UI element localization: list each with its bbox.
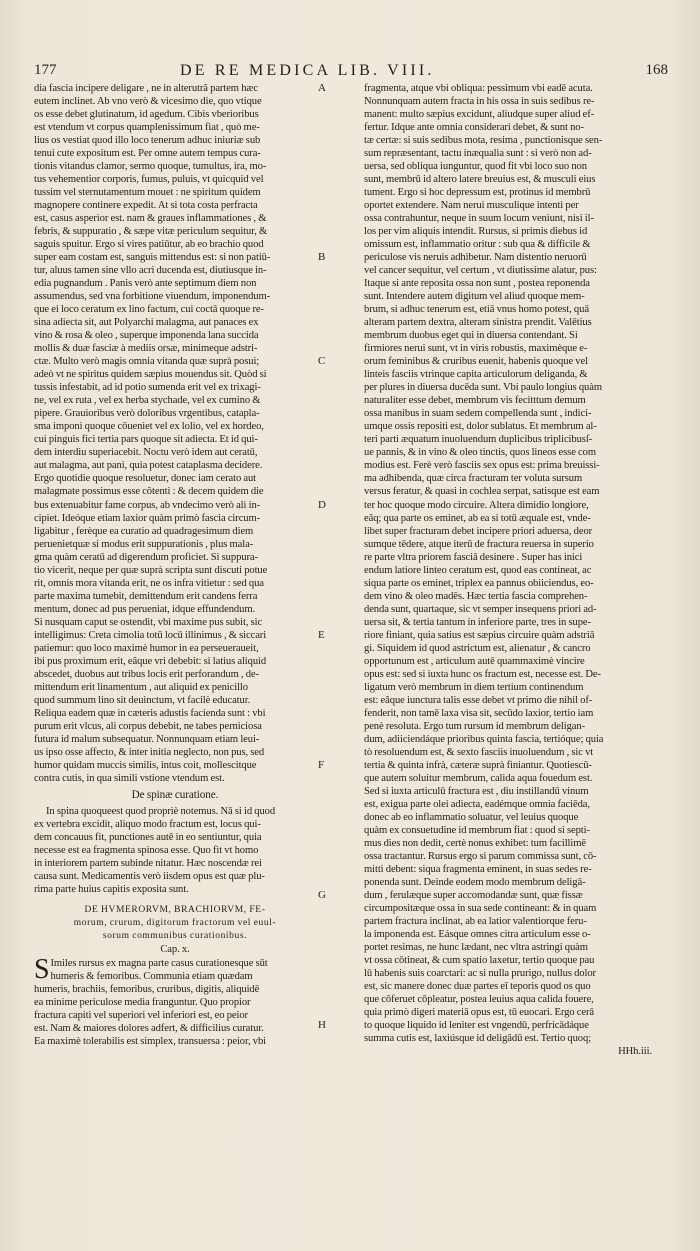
text-line: orum feminibus & cruribus euenit, habenis quoque vel	[364, 356, 588, 368]
text-line: denda sunt, quartaque, sic vt semper insequens priori ad-	[364, 603, 597, 615]
text-line: tionis vitandus clamor, sermo quoque, tumultus, ira, mo-	[34, 161, 267, 173]
text-line: penè resoluta. Ergo tum rursum id membrum deligan-	[364, 720, 586, 732]
text-line: gi. Siquidem id quod astrictum est, alienatur , & cancro	[364, 642, 591, 654]
text-line: pipere. Grauioribus verò doloribus vrgentibus, catapla-	[34, 408, 260, 420]
text-line: eutem inclinet. Ab vno verò & vicesimo die, quo vtique	[34, 96, 262, 108]
text-line: ue pannis, & in vino & oleo tinctis, quos lineos esse com	[364, 447, 596, 459]
text-line: fenderit, non tamē laxa visa sit, secūdo laxior, tertio iam	[364, 707, 594, 719]
text-line: portet resimas, ne hunc lædant, nec vltra astringi quàm	[364, 942, 588, 954]
text-line: umque ossis repositi est, dolor sublatus. Et membrum al-	[364, 421, 597, 433]
text-line: circumpositæque ossa in sua sede contineant: & in quam	[364, 902, 597, 914]
text-line: assumendus, sed vna forbitione viuendum, imponendum-	[34, 291, 271, 303]
text-line: ter hoc quoque modo circuire. Altera dimidio longiore,	[364, 499, 589, 511]
text-line: rima parte huius capitis exposita sunt.	[34, 883, 189, 895]
paragraph-fracture-ribs	[34, 82, 316, 785]
text-line: Sed si iuxta articulū fractura est , diu instillandū vinum	[364, 785, 589, 797]
drop-capital: S	[34, 953, 50, 985]
text-line: versus feratur, & quasi in cochlea serpat, satisque est eam	[364, 486, 600, 498]
text-line: est, sic manere donec duæ partes eī teporis quod os quo	[364, 981, 591, 993]
text-line: eâq; qua parte os eminet, ab ea si totū æquale est, vnde-	[364, 512, 591, 524]
text-line: contra cutis, in qua simili vstione vtendum est.	[34, 772, 225, 784]
section-heading-spine: De spinæ curatione.	[131, 788, 219, 801]
text-line: purum erit vlcus, ali corpus debebit, ne tabes perniciosa	[34, 720, 262, 732]
text-line: sumque tēdere, atque iterū de fractura reuersa in superio	[364, 538, 594, 550]
text-line: est, exigua parte olei adiecta, eadémque omnia faciēda,	[364, 798, 590, 810]
text-line: ne, vel ex ruta , vel ex herba stychade, vel ex cumino &	[34, 395, 261, 407]
text-line: tio vicerit, neque per quæ suprà scripta sunt discuti potue	[34, 564, 268, 576]
text-line: tur, aluus tamen sine vllo acri ducenda est, diutiusque in-	[34, 265, 267, 277]
text-line: peruenietquæ si modus erit suppurationis , plus mala-	[34, 538, 254, 550]
text-line: tæ certæ: si suis sedibus mota, resima , punctionisque sen-	[364, 135, 603, 147]
text-line: morum, crurum, digitorum fractorum vel euul-	[73, 917, 277, 928]
text-line: que autem soluitur membrum, calida aqua fouedum est.	[364, 772, 593, 784]
text-line: tenui cute expositum est. Per omne autem tempus cura-	[34, 148, 261, 160]
text-line: ligatum verò membrum in diem tertium continendum	[364, 681, 584, 693]
text-line: sorum communibus curationibus.	[102, 930, 248, 941]
text-line: dum, adiiciendáque prioribus quinta fascia, tertióque; quia	[364, 733, 604, 745]
text-line: futura id malum subsequatur. Nonnunquam etiam leui-	[34, 733, 260, 745]
running-title: DE RE MEDICA LIB. VIII.	[180, 62, 435, 79]
text-line: quàm ex consuetudine id membrum fiat : quod si septi-	[364, 824, 590, 836]
text-line: summa cutis est, laxiúsque id deligādū est. Tertio quoq;	[364, 1033, 592, 1045]
text-line: dia fascia incipere deligare , ne in alterutrã partem hæc	[34, 83, 258, 94]
text-line: ctæ. Multo verò magis omnia vitanda quæ suprà posui;	[34, 356, 260, 368]
text-line: teri parti æquatum inuoluendum duplicibus triplicibusſ-	[364, 434, 593, 446]
margin-letter: B	[318, 251, 326, 264]
text-line: lius os vestiat quod illo loco tenerum adhuc iniuriæ sub	[34, 135, 261, 147]
text-line: endum latiore linteo ceratum est, quod eas contineat, ac	[364, 564, 592, 576]
text-line: intelligimus: Creta cimolia totū locū illinimus , & siccari	[34, 629, 267, 641]
text-line: bus extenuabitur fame corpus, ab vndecimo verò ali in-	[34, 499, 261, 511]
text-line: quod summum lino sit deuinctum, vt facilè educatur.	[34, 694, 251, 706]
text-line: ponenda sunt. Deinde eodem modo membrum deligā-	[364, 876, 586, 888]
right-folio-number: 168	[645, 62, 668, 78]
text-line: uersa, sed obliqua iunguntur, quod fit vbi loco suo non	[364, 161, 587, 173]
text-line: dem vino & oleo madēs. Hæc tertia fascia comprehen-	[364, 590, 588, 602]
text-line: la imponenda est. Eásque omnes citra articulum esse o-	[364, 929, 591, 941]
text-line: Ea maximè tolerabilis est simplex, transuersa : peior, vbi	[34, 1036, 267, 1048]
text-line: sum repræsentant, tactu inæqualia sunt : si verò non ad-	[364, 148, 592, 160]
text-line: cipiet. Ideóque etiam laxior quàm primò fascia circum-	[34, 512, 261, 524]
text-line: dem concauus fit, punctiones autē in eo sentiuntur, quia	[34, 831, 262, 843]
text-line: malagmate possimus esse côtenti : & decem quidem die	[34, 486, 264, 498]
text-line: ossa contrahuntur, neque in suum locum veniunt, nisi il-	[364, 213, 594, 225]
text-line: ossa tractantur. Rursus ergo si parum commissa sunt, cō-	[364, 850, 597, 862]
text-line: dem interdiu superiacebit. Noctu verò idem aut ceratū,	[34, 447, 258, 459]
paragraph-fractures	[34, 983, 316, 1048]
text-line: ossa manibus in suam sedem compellenda sunt , indici-	[364, 408, 592, 420]
text-line: mittendum erit linamentum , aut aliquid ex penicillo	[34, 681, 248, 693]
margin-letter: E	[318, 628, 325, 641]
text-line: fragmenta, atque vbi obliqua: pessimum vbi eadē acuta.	[364, 83, 593, 94]
chapter-caption	[34, 904, 316, 943]
paragraph-fractures-opening	[34, 953, 316, 985]
text-line: Reliqua eadem quæ in cæteris adustis facienda sunt : vbi	[34, 707, 266, 719]
margin-letter: H	[318, 1019, 326, 1032]
text-line: abscedet, duobus aut tribus locis erit perforandum , de-	[34, 668, 259, 680]
text-line: periculose vis neruis adhibetur. Nam distentio neruorū	[364, 252, 587, 264]
text-line: humor quidam muccis similis, intus coit, mollescitque	[34, 759, 257, 771]
text-line: donec ab eo inflammatio soluatur, vel leuius quoque	[364, 811, 579, 823]
margin-letter: C	[318, 355, 326, 368]
left-text-column	[34, 82, 316, 1048]
text-line: opus est: sed si iuxta hunc os fractum est, necesse est. De-	[364, 668, 601, 680]
text-line: ea minime periculose media franguntur. Quo propior	[34, 997, 251, 1008]
text-line: patiemur: quo loco maximè humor in ea perseueraueit,	[34, 642, 259, 654]
text-line: to quoque liquido id leniter est vngendū, perfricādáque	[364, 1020, 589, 1032]
text-line: febris, & suppuratio , & sæpe vitæ periculum sequitur, &	[34, 226, 268, 238]
text-line: re parte vltra priorem fasciā desinere . Super has inici	[364, 551, 583, 563]
text-line: in interiorem partem subinde nitatur. Hæc noscendæ rei	[34, 857, 262, 869]
text-line: saguis spuitur. Ergo si vires patiūtur, ab eo brachio quod	[34, 239, 264, 251]
margin-letter: A	[318, 82, 326, 94]
text-line: aut malagma, aut pani, quia potest cataplasma decidere.	[34, 460, 263, 472]
paragraph-fracture-treatment	[364, 82, 656, 1045]
text-line: linteis fasciis vtrinque capita articulorum deliganda, &	[364, 369, 588, 381]
text-line: ibi pus proximum erit, eâque vri debebit: si latius aliquid	[34, 655, 267, 667]
margin-letter: G	[318, 889, 326, 902]
text-line: mollis & duæ fasciæ à mediis orsæ, minimeque adstri-	[34, 343, 258, 355]
text-line: DE HVMERORVM, BRACHIORVM, FE-	[84, 904, 266, 915]
text-line: que cōferuet cōpleatur, postea leuius aqua calida fouere,	[364, 994, 594, 1006]
text-line: Nonnunquam autem fracta in his ossa in suis sedibus re-	[364, 96, 595, 108]
text-line: ex vertebra excidit, aliquo modo fractum est, locus qui-	[34, 818, 261, 830]
text-line: sunt. Intendere autem digitum vel aliud quoque mem-	[364, 291, 585, 303]
text-line: vino & rosa & oleo , superque imponenda lana succida	[34, 330, 259, 342]
text-line: brum, si adhuc tenerum est, etiā vnus homo potest, quā	[364, 304, 589, 316]
text-line: ligabitur , ferèque ea curatio ad quadragesimum diem	[34, 525, 254, 537]
text-line: magnopere continere expedit. At si tota costa perfracta	[34, 200, 258, 212]
text-line: oportet extendere. Nam nerui musculique intenti per	[364, 200, 579, 212]
right-text-column	[364, 82, 656, 1058]
text-line: gma quàm ceratū ad digerendum proficiet. Si suppura-	[34, 551, 258, 563]
text-line: riore finiant, quia satius est sæpius circuire quàm adstriā	[364, 629, 595, 641]
text-line: tò resoluendum est, & sexto fasciis inuoluendum , sic vt	[364, 746, 594, 758]
text-line: tument. Ergo si hoc depressum est, protinus id membrū	[364, 187, 591, 199]
text-line: mus dies non dedit, certè nonus exhibet: tum facillimē	[364, 837, 586, 849]
text-line: causa sunt. Medicamentis verò iisdem opus est quæ plu-	[34, 870, 265, 882]
text-line: opportunum est , articulum autē quammaximè vincire	[364, 655, 585, 667]
signature-mark: HHh.iii.	[618, 1046, 652, 1058]
text-line: humeris, brachiis, femoribus, cruribus, digitis, aliquidē	[34, 983, 260, 995]
text-line: lū habenis suis coarctari: ac si nulla prurigo, nullus dolor	[364, 968, 596, 980]
text-line: membrum duobus eget qui in diuersa contendant. Si	[364, 330, 578, 342]
text-line: modius est. Ferè verò fasciis sex opus est: prima breuissi-	[364, 460, 600, 472]
text-line: tus vehementior corporis, fumus, puluis, vt quicquid vel	[34, 174, 264, 186]
text-line: partem fractura inclinat, ab ea latior valentiorque feru-	[364, 916, 587, 927]
text-line: quia primò digeri materiā opus est, tū euocari. Ergo cerā	[364, 1007, 594, 1019]
text-line: parte maxima tumebit, demittendum erit candens ferra	[34, 590, 258, 602]
text-line: siqua parte os eminet, triplex ea pannus obiiciendus, eo-	[364, 577, 594, 589]
text-line: per plures in diuersa ducēda sunt. Vbi paulo longius quàm	[364, 382, 602, 394]
text-line: est: eâque iunctura talis esse debet vt primo die nihil of-	[364, 694, 593, 706]
text-line: firmiores nerui sunt, vt in viris robustis, maximèque e-	[364, 343, 588, 355]
text-line: mentum, donec ad pus perueniat, idque effundendum.	[34, 603, 256, 615]
text-line: os esse debet glutinatum, id agedum. Cibis vberioribus	[34, 109, 259, 121]
left-folio-number: 177	[34, 62, 57, 78]
text-line: que ei loco ceratum ex lino factum, cui coctā quoque re-	[34, 304, 264, 316]
text-line: us ipso osse affecto, & inter initia neglecto, non pus, sed	[34, 746, 265, 758]
text-line: rit, omnis mora vitanda erit, ne os infra vitietur : sed qua	[34, 577, 264, 589]
text-line: naturaliter esse debet, membrum vis fecitttum demum	[364, 395, 586, 407]
text-line: est vtendum vt corpus quamplenissimum fiat , quò me-	[34, 122, 260, 134]
text-line: Si nusquam caput se ostendit, vbi maxime pus subit, sic	[34, 616, 263, 628]
text-line: mitti debent: siqua fragmenta eminent, in suas sedes re-	[364, 863, 592, 875]
text-line: libet super fracturam debet incipere priori aduersa, deor	[364, 525, 593, 537]
text-line: edia pugnandum . Panis verò ante septimum diem non	[34, 278, 257, 290]
text-line: Ergo quotidie quoque resoluetur, donec iam cerato aut	[34, 473, 257, 485]
text-line: dum , ferulæque super accomodandæ sunt, quæ fissæ	[364, 889, 583, 901]
text-line: fractura capiti vel superiori vel inferiori est, eo peior	[34, 1010, 248, 1022]
text-line: est, casus asperior est. nam & graues inflammationes , &	[34, 213, 267, 225]
text-line: sunt, membrū id altero latere breuius est, & musculi eius	[364, 174, 596, 186]
text-line: adeò vt ne spiritus quidem sæpius mouendus sit. Quòd si	[34, 369, 267, 381]
text-line: tussim vel sternutamentum mouet : ne spiritum quidem	[34, 187, 261, 199]
margin-letter: F	[318, 759, 325, 772]
paragraph-spine	[34, 805, 316, 896]
text-line: necesse est ea fragmenta spinosa esse. Quo fit vt homo	[34, 844, 259, 856]
text-line: sma imponi quoque cōueniet vel ex lolio, vel ex hordeo,	[34, 421, 264, 433]
text-line: cui pinguis fici tertia pars quoque sit adiecta. Et id qui-	[34, 434, 258, 446]
text-line: manent: multo sæpius excidunt, aliudque super aliud ef-	[364, 109, 595, 121]
chapter-number: Cap. x.	[160, 943, 190, 955]
text-line: omissum est, inflammatio oritur : sub qua & difficile &	[364, 239, 591, 251]
text-line: tertia & quinta infrà, cæteræ suprà finiantur. Quotiescū-	[364, 759, 592, 771]
text-line: vel cancer sequitur, vel certum , vt diutissime alatur, pus:	[364, 265, 597, 277]
text-line: ma adhibenda, quæ circa fracturam ter voluta sursum	[364, 473, 583, 485]
margin-letter: D	[318, 498, 326, 511]
text-line: tussis infestabit, ad id potio sumenda erit vel ex trixagi-	[34, 382, 261, 394]
text-line: los per vim aliquis intendit. Rursus, si primis diebus id	[364, 226, 588, 238]
margin-section-letters	[316, 82, 334, 1182]
text-line: fertur. Idque ante omnia considerari debet, & sunt no-	[364, 122, 584, 134]
text-line: Itaque si ante reposita ossa non sunt , postea reponenda	[364, 278, 590, 290]
text-line: humeris & femoribus. Communia etiam quædam	[50, 970, 253, 982]
text-line: vt ossa cōtineat, & cum spatio laxetur, tertio quoque pau	[364, 955, 595, 967]
text-line: sina adiecta sit, aut Polyarchi malagma, aut panaces ex	[34, 317, 259, 329]
text-line: est. Nam & maiores dolores adfert, & difficilius curatur.	[34, 1023, 264, 1035]
text-line: alteram partem dextra, alteram sinistra prendit. Valētius	[364, 317, 592, 329]
text-line: uersa sit, & tertia tantum in inferiore parte, tres in supe-	[364, 616, 591, 628]
text-line: In spina quoqueest quod propriè notemus. Nā si id quod	[46, 805, 276, 817]
text-line: super eam costam est, sanguis mittendus est: si non patiū-	[34, 252, 271, 264]
text-line: Imiles rursus ex magna parte casus curationesque sūt	[50, 957, 268, 969]
